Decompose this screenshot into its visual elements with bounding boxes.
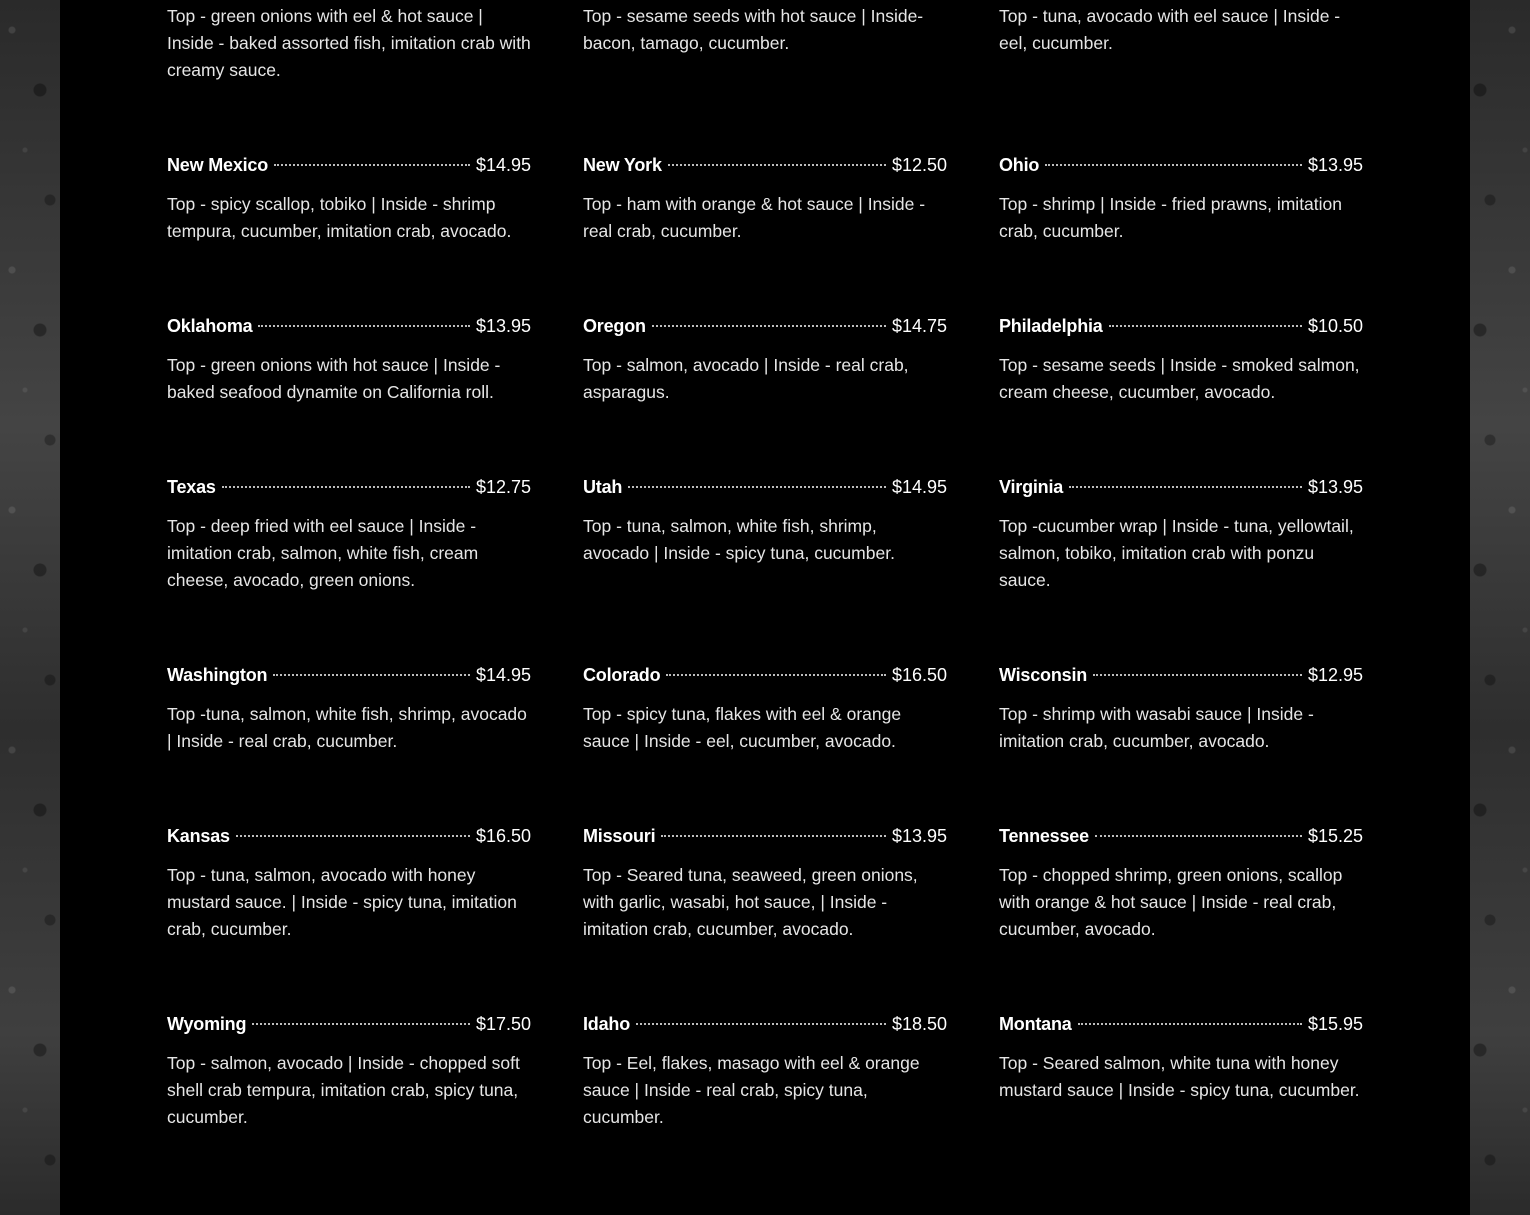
menu-item: [999, 663, 1363, 755]
item-price: $13.95: [891, 826, 947, 846]
dot-leader: [274, 164, 470, 166]
menu-item: [583, 475, 947, 567]
item-name: Virginia: [999, 477, 1064, 497]
item-name: Wyoming: [167, 1014, 247, 1034]
item-header: [999, 475, 1363, 499]
item-name: Utah: [583, 477, 623, 497]
item-description: Top - salmon, avocado | Inside - chopped soft shell crab tempura, imitation crab, spicy tuna, cucumber.: [167, 1053, 520, 1127]
menu-item: [999, 153, 1363, 245]
item-description: Top - shrimp with wasabi sauce | Inside - imitation crab, cucumber, avocado.: [999, 704, 1314, 751]
item-price: $14.95: [475, 155, 531, 175]
item-name: Idaho: [583, 1014, 630, 1034]
menu-item: [583, 314, 947, 406]
item-price: $16.50: [475, 826, 531, 846]
menu-item: [167, 314, 531, 406]
menu-item-partial: [167, 3, 531, 84]
item-description: Top - tuna, salmon, white fish, shrimp, avocado | Inside - spicy tuna, cucumber.: [583, 516, 895, 563]
menu-item: [999, 475, 1363, 594]
item-price: $12.50: [891, 155, 947, 175]
dot-leader: [222, 486, 470, 488]
item-name: Montana: [999, 1014, 1072, 1034]
menu-item: [999, 824, 1363, 943]
item-name: New Mexico: [167, 155, 269, 175]
item-description: Top - sesame seeds | Inside - smoked salmon, cream cheese, cucumber, avocado.: [999, 355, 1360, 402]
item-price: $13.95: [475, 316, 531, 336]
dot-leader: [1093, 674, 1302, 676]
dot-leader: [252, 1023, 470, 1025]
item-description: Top - salmon, avocado | Inside - real crab, asparagus.: [583, 355, 909, 402]
menu-item: [999, 314, 1363, 406]
item-name: Wisconsin: [999, 665, 1088, 685]
menu-item: [583, 1012, 947, 1131]
item-header: [583, 663, 947, 687]
dot-leader: [273, 674, 470, 676]
item-price: $18.50: [891, 1014, 947, 1034]
item-price: $14.75: [891, 316, 947, 336]
menu-item: [583, 824, 947, 943]
item-price: $12.75: [475, 477, 531, 497]
dot-leader: [236, 835, 470, 837]
item-description: Top - spicy scallop, tobiko | Inside - shrimp tempura, cucumber, imitation crab, avocado.: [167, 194, 512, 241]
item-description: Top - ham with orange & hot sauce | Inside - real crab, cucumber.: [583, 194, 926, 241]
item-price: $10.50: [1307, 316, 1363, 336]
item-price: $13.95: [1307, 477, 1363, 497]
menu-item: [583, 153, 947, 245]
dot-leader: [1109, 325, 1302, 327]
menu-item: [167, 153, 531, 245]
item-description: Top - sesame seeds with hot sauce | Inside- bacon, tamago, cucumber.: [583, 6, 924, 53]
item-description: Top - Eel, flakes, masago with eel & orange sauce | Inside - real crab, spicy tuna, cucumber.: [583, 1053, 920, 1127]
item-price: $15.25: [1307, 826, 1363, 846]
item-header: [167, 153, 531, 177]
item-header: [999, 153, 1363, 177]
item-name: Philadelphia: [999, 316, 1103, 336]
item-header: [167, 1012, 531, 1036]
item-price: $14.95: [475, 665, 531, 685]
item-price: $17.50: [475, 1014, 531, 1034]
dot-leader: [628, 486, 886, 488]
item-description: Top - Seared tuna, seaweed, green onions, with garlic, wasabi, hot sauce, | Inside - imitation crab, cucumber, avocado.: [583, 865, 918, 939]
menu-item: [167, 824, 531, 943]
dot-leader: [1045, 164, 1302, 166]
item-name: Ohio: [999, 155, 1040, 175]
dot-leader: [258, 325, 470, 327]
dot-leader: [1078, 1023, 1302, 1025]
item-description: Top - shrimp | Inside - fried prawns, imitation crab, cucumber.: [999, 194, 1343, 241]
item-header: [999, 1012, 1363, 1036]
item-header: [583, 1012, 947, 1036]
item-header: [583, 153, 947, 177]
item-header: [583, 314, 947, 338]
item-description: Top -tuna, salmon, white fish, shrimp, avocado | Inside - real crab, cucumber.: [167, 704, 527, 751]
item-description: Top - green onions with eel & hot sauce | Inside - baked assorted fish, imitation crab with creamy sauce.: [167, 6, 531, 80]
item-name: Washington: [167, 665, 268, 685]
item-description: Top -cucumber wrap | Inside - tuna, yellowtail, salmon, tobiko, imitation crab with ponzu sauce.: [999, 516, 1354, 590]
item-header: [999, 824, 1363, 848]
item-description: Top - tuna, salmon, avocado with honey mustard sauce. | Inside - spicy tuna, imitation crab, cucumber.: [167, 865, 517, 939]
dot-leader: [666, 674, 886, 676]
item-header: [583, 475, 947, 499]
item-name: Missouri: [583, 826, 656, 846]
menu-item: [167, 1012, 531, 1131]
menu-item-partial: [999, 3, 1363, 57]
item-description: Top - deep fried with eel sauce | Inside - imitation crab, salmon, white fish, cream cheese, avocado, green onions.: [167, 516, 479, 590]
menu-item: [167, 663, 531, 755]
dot-leader: [1069, 486, 1302, 488]
menu-panel: [60, 0, 1470, 1215]
item-price: $12.95: [1307, 665, 1363, 685]
item-description: Top - tuna, avocado with eel sauce | Inside - eel, cucumber.: [999, 6, 1341, 53]
item-price: $15.95: [1307, 1014, 1363, 1034]
item-name: Colorado: [583, 665, 661, 685]
item-name: Texas: [167, 477, 216, 497]
menu-item: [999, 1012, 1363, 1104]
item-header: [167, 314, 531, 338]
dot-leader: [652, 325, 886, 327]
item-header: [167, 475, 531, 499]
item-name: Kansas: [167, 826, 230, 846]
item-name: New York: [583, 155, 662, 175]
menu-item: [583, 663, 947, 755]
item-header: [999, 314, 1363, 338]
item-header: [167, 663, 531, 687]
dot-leader: [1095, 835, 1302, 837]
dot-leader: [636, 1023, 886, 1025]
item-price: $14.95: [891, 477, 947, 497]
dot-leader: [668, 164, 886, 166]
item-name: Tennessee: [999, 826, 1089, 846]
item-header: [999, 663, 1363, 687]
item-name: Oregon: [583, 316, 646, 336]
item-price: $16.50: [891, 665, 947, 685]
item-description: Top - spicy tuna, flakes with eel & orange sauce | Inside - eel, cucumber, avocado.: [583, 704, 902, 751]
item-price: $13.95: [1307, 155, 1363, 175]
item-description: Top - Seared salmon, white tuna with honey mustard sauce | Inside - spicy tuna, cucumber.: [999, 1053, 1360, 1100]
menu-item-partial: [583, 3, 947, 57]
item-header: [583, 824, 947, 848]
dot-leader: [661, 835, 886, 837]
item-header: [167, 824, 531, 848]
menu-item: [167, 475, 531, 594]
item-description: Top - chopped shrimp, green onions, scallop with orange & hot sauce | Inside - real crab, cucumber, avocado.: [999, 865, 1343, 939]
item-name: Oklahoma: [167, 316, 253, 336]
item-description: Top - green onions with hot sauce | Inside - baked seafood dynamite on California roll.: [167, 355, 501, 402]
